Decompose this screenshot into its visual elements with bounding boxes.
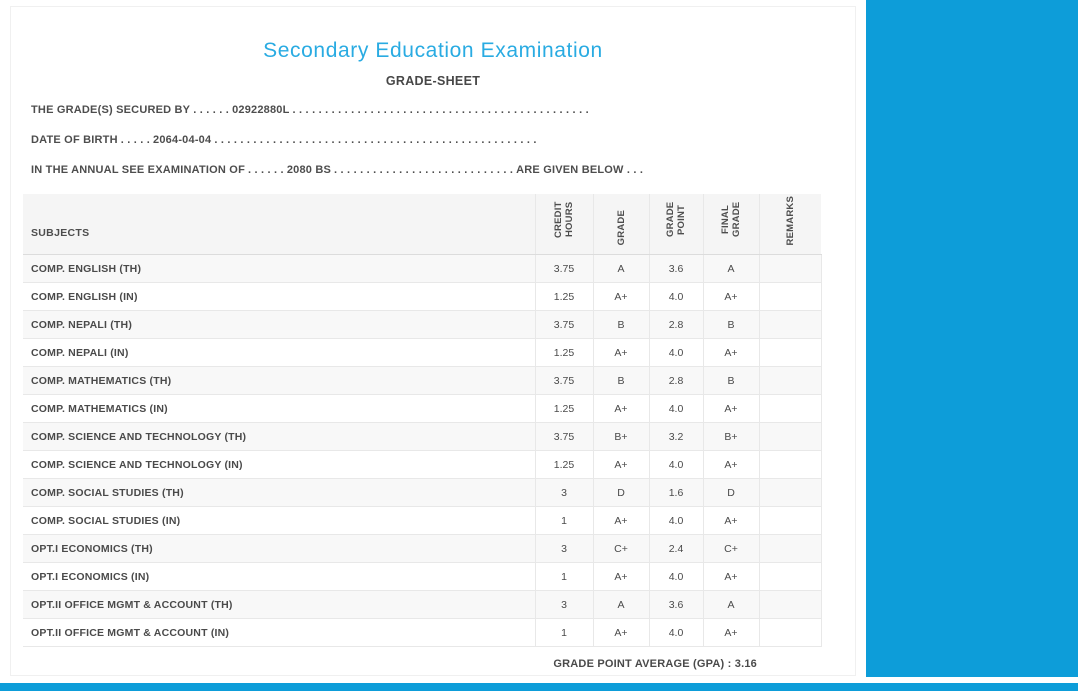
grades-secured-by-label: THE GRADE(S) SECURED BY [31,104,191,116]
subject-cell: COMP. SCIENCE AND TECHNOLOGY (TH) [23,423,535,451]
table-row [23,619,821,647]
final-grade-cell: A+ [703,339,759,367]
subject-cell: COMP. NEPALI (TH) [23,311,535,339]
table-row [23,255,821,283]
grade-point-cell: 4.0 [649,395,703,423]
grade-cell: B+ [593,423,649,451]
final-grade-cell: B [703,311,759,339]
final-grade-cell: A+ [703,507,759,535]
grade-point-cell: 4.0 [649,339,703,367]
subject-cell: COMP. ENGLISH (TH) [23,255,535,283]
final-grade-cell: A+ [703,563,759,591]
final-grade-cell: B [703,367,759,395]
remarks-cell [759,451,821,479]
grade-point-cell: 4.0 [649,619,703,647]
grade-cell: A+ [593,507,649,535]
grade-table [23,194,822,647]
table-row [23,283,821,311]
grade-point-cell: 4.0 [649,451,703,479]
date-of-birth-line [31,134,761,147]
subject-cell: OPT.I ECONOMICS (TH) [23,535,535,563]
column-header-remarks: REMARKS [759,194,821,255]
gpa-value-text: GRADE POINT AVERAGE (GPA) : 3.16 [553,658,757,670]
grade-cell: A+ [593,619,649,647]
table-row [23,507,821,535]
credit-hours-cell: 3 [535,479,593,507]
dotted-leader: . . . . . . [193,104,230,116]
final-grade-cell: A+ [703,283,759,311]
dotted-leader: . . . . . . . . . . . . . . . . . . . . . . . . . . . . . . . . . . . . . . . . . . . . . . . . . . [214,134,537,146]
credit-hours-cell: 3.75 [535,311,593,339]
table-row [23,367,821,395]
examination-year-value: 2080 BS [286,164,332,176]
grade-cell: A+ [593,451,649,479]
remarks-cell [759,311,821,339]
subject-cell: COMP. SOCIAL STUDIES (IN) [23,507,535,535]
credit-hours-cell: 1 [535,563,593,591]
table-row [23,395,821,423]
grade-table-body [23,255,821,647]
remarks-cell [759,591,821,619]
credit-hours-cell: 1 [535,507,593,535]
grade-point-cell: 3.2 [649,423,703,451]
are-given-below-text: ARE GIVEN BELOW . . . [516,164,644,176]
date-of-birth-label: DATE OF BIRTH [31,134,118,146]
column-header-subjects: SUBJECTS [23,194,535,255]
credit-hours-cell: 3.75 [535,255,593,283]
grade-cell: A+ [593,563,649,591]
remarks-cell [759,255,821,283]
credit-hours-cell: 1.25 [535,283,593,311]
examination-year-label: IN THE ANNUAL SEE EXAMINATION OF [31,164,245,176]
final-grade-cell: A+ [703,451,759,479]
credit-hours-cell: 1.25 [535,395,593,423]
final-grade-cell: A [703,255,759,283]
column-header-grade: GRADE [593,194,649,255]
remarks-cell [759,479,821,507]
subject-cell: COMP. ENGLISH (IN) [23,283,535,311]
column-header-grade-point: GRADE POINT [649,194,703,255]
page-title: Secondary Education Examination [263,39,603,62]
grade-point-cell: 4.0 [649,507,703,535]
subject-cell: COMP. SOCIAL STUDIES (TH) [23,479,535,507]
grade-cell: A [593,255,649,283]
info-section [31,104,761,177]
grade-cell: D [593,479,649,507]
subject-cell: OPT.II OFFICE MGMT & ACCOUNT (TH) [23,591,535,619]
table-row [23,591,821,619]
remarks-cell [759,563,821,591]
table-row [23,479,821,507]
right-accent-bar [866,0,1078,677]
subject-cell: COMP. MATHEMATICS (TH) [23,367,535,395]
remarks-cell [759,283,821,311]
dotted-leader: . . . . . [120,134,151,146]
grade-point-cell: 2.4 [649,535,703,563]
table-row [23,311,821,339]
grade-cell: B [593,367,649,395]
credit-hours-cell: 3 [535,591,593,619]
final-grade-cell: A+ [703,619,759,647]
grade-cell: A+ [593,283,649,311]
bottom-accent-strip [0,683,1078,691]
remarks-cell [759,619,821,647]
dotted-leader: . . . . . . [247,164,284,176]
subject-cell: COMP. NEPALI (IN) [23,339,535,367]
table-row [23,535,821,563]
table-row [23,451,821,479]
table-header-row [23,194,821,255]
grade-point-cell: 3.6 [649,255,703,283]
grade-cell: A+ [593,339,649,367]
final-grade-cell: D [703,479,759,507]
remarks-cell [759,535,821,563]
credit-hours-cell: 3.75 [535,423,593,451]
remarks-cell [759,507,821,535]
remarks-cell [759,395,821,423]
credit-hours-cell: 1.25 [535,451,593,479]
grade-cell: A+ [593,395,649,423]
grade-cell: B [593,311,649,339]
column-header-credit-hours: CREDIT HOURS [535,194,593,255]
dotted-leader: . . . . . . . . . . . . . . . . . . . . . . . . . . . . [334,164,514,176]
grade-sheet-document [10,6,856,676]
remarks-cell [759,423,821,451]
credit-hours-cell: 1 [535,619,593,647]
grade-point-cell: 2.8 [649,367,703,395]
symbol-number-value: 02922880L [232,104,290,116]
gpa-line [23,658,821,670]
remarks-cell [759,339,821,367]
grade-cell: C+ [593,535,649,563]
date-of-birth-value: 2064-04-04 [153,134,212,146]
credit-hours-cell: 3.75 [535,367,593,395]
table-row [23,423,821,451]
subject-cell: OPT.II OFFICE MGMT & ACCOUNT (IN) [23,619,535,647]
grade-point-cell: 4.0 [649,283,703,311]
remarks-cell [759,367,821,395]
grade-cell: A [593,591,649,619]
credit-hours-cell: 1.25 [535,339,593,367]
grade-point-cell: 2.8 [649,311,703,339]
table-row [23,339,821,367]
subject-cell: OPT.I ECONOMICS (IN) [23,563,535,591]
final-grade-cell: A+ [703,395,759,423]
grade-sheet-subtitle: GRADE-SHEET [385,74,481,88]
credit-hours-cell: 3 [535,535,593,563]
examination-year-line [31,164,761,177]
grade-point-cell: 1.6 [649,479,703,507]
table-row [23,563,821,591]
dotted-leader: . . . . . . . . . . . . . . . . . . . . . . . . . . . . . . . . . . . . . . . . . . . . . . [292,104,589,116]
subject-cell: COMP. MATHEMATICS (IN) [23,395,535,423]
column-header-final-grade: FINAL GRADE [703,194,759,255]
subject-cell: COMP. SCIENCE AND TECHNOLOGY (IN) [23,451,535,479]
grade-point-cell: 4.0 [649,563,703,591]
final-grade-cell: A [703,591,759,619]
grades-secured-by-line [31,104,761,117]
final-grade-cell: B+ [703,423,759,451]
final-grade-cell: C+ [703,535,759,563]
grade-point-cell: 3.6 [649,591,703,619]
